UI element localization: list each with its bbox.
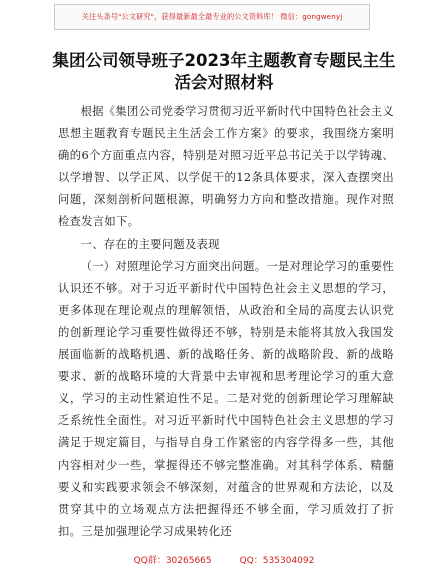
title-line-2: 活会对照材料 bbox=[174, 73, 274, 92]
section-heading: 一、存在的主要问题及表现 bbox=[80, 237, 220, 251]
contact-footer bbox=[0, 553, 448, 566]
qq-group-text: QQ群：30265665 bbox=[133, 556, 212, 566]
document-body bbox=[58, 101, 394, 543]
promo-banner bbox=[54, 4, 370, 30]
title-line-1: 集团公司领导班子2023年主题教育专题民主生 bbox=[52, 51, 396, 70]
intro-paragraph: 根据《集团公司党委学习贯彻习近平新时代中国特色社会主义思想主题教育专题民主生活会工作方案》的要求，我围绕方案明确的6个方面重点内容，特别是对照习近平总书记关于以学铸魂、以学增智、以学正风、以学促干的12条具体要求，深入查摆突出问题，深刻剖析问题根源，明确努力方向和整改措施。现作对照检查发言如下。 bbox=[58, 105, 394, 229]
promo-banner-text: 关注头条号"公文研究"，获得最新最全最专业的公文资料库！ 微信：gongwenyj bbox=[81, 12, 343, 21]
body-paragraph: （一）对照理论学习方面突出问题。一是对理论学习的重要性认识还不够。对于习近平新时代中国特色社会主义思想的学习，更多体现在理论观点的理解领悟，从政治和全局的高度去认识党的创新理论学习重要性做得还不够，特别是未能将其放入我国发展面临新的战略机遇、新的战略任务、新的战略阶段、新的战略要求、新的战略环境的大背景中去审视和思考理论学习的重大意义，学习的主动性紧迫性不足。二是对党的创新理论学习理解缺乏系统性全面性。对习近平新时代中国特色社会主义思想的学习满足于规定篇目，与指导自身工作紧密的内容学得多一些，其他内容相对少一些，掌握得还不够完整准确。对其科学体系、精髓要义和实践要求领会不够深刻，对蕴含的世界观和方法论，以及贯穿其中的立场观点方法把握得还不够全面，学习质效打了折扣。三是加强理论学习成果转化还 bbox=[58, 259, 394, 538]
qq-contact-text: QQ：535304092 bbox=[239, 556, 315, 566]
document-title bbox=[44, 50, 404, 94]
